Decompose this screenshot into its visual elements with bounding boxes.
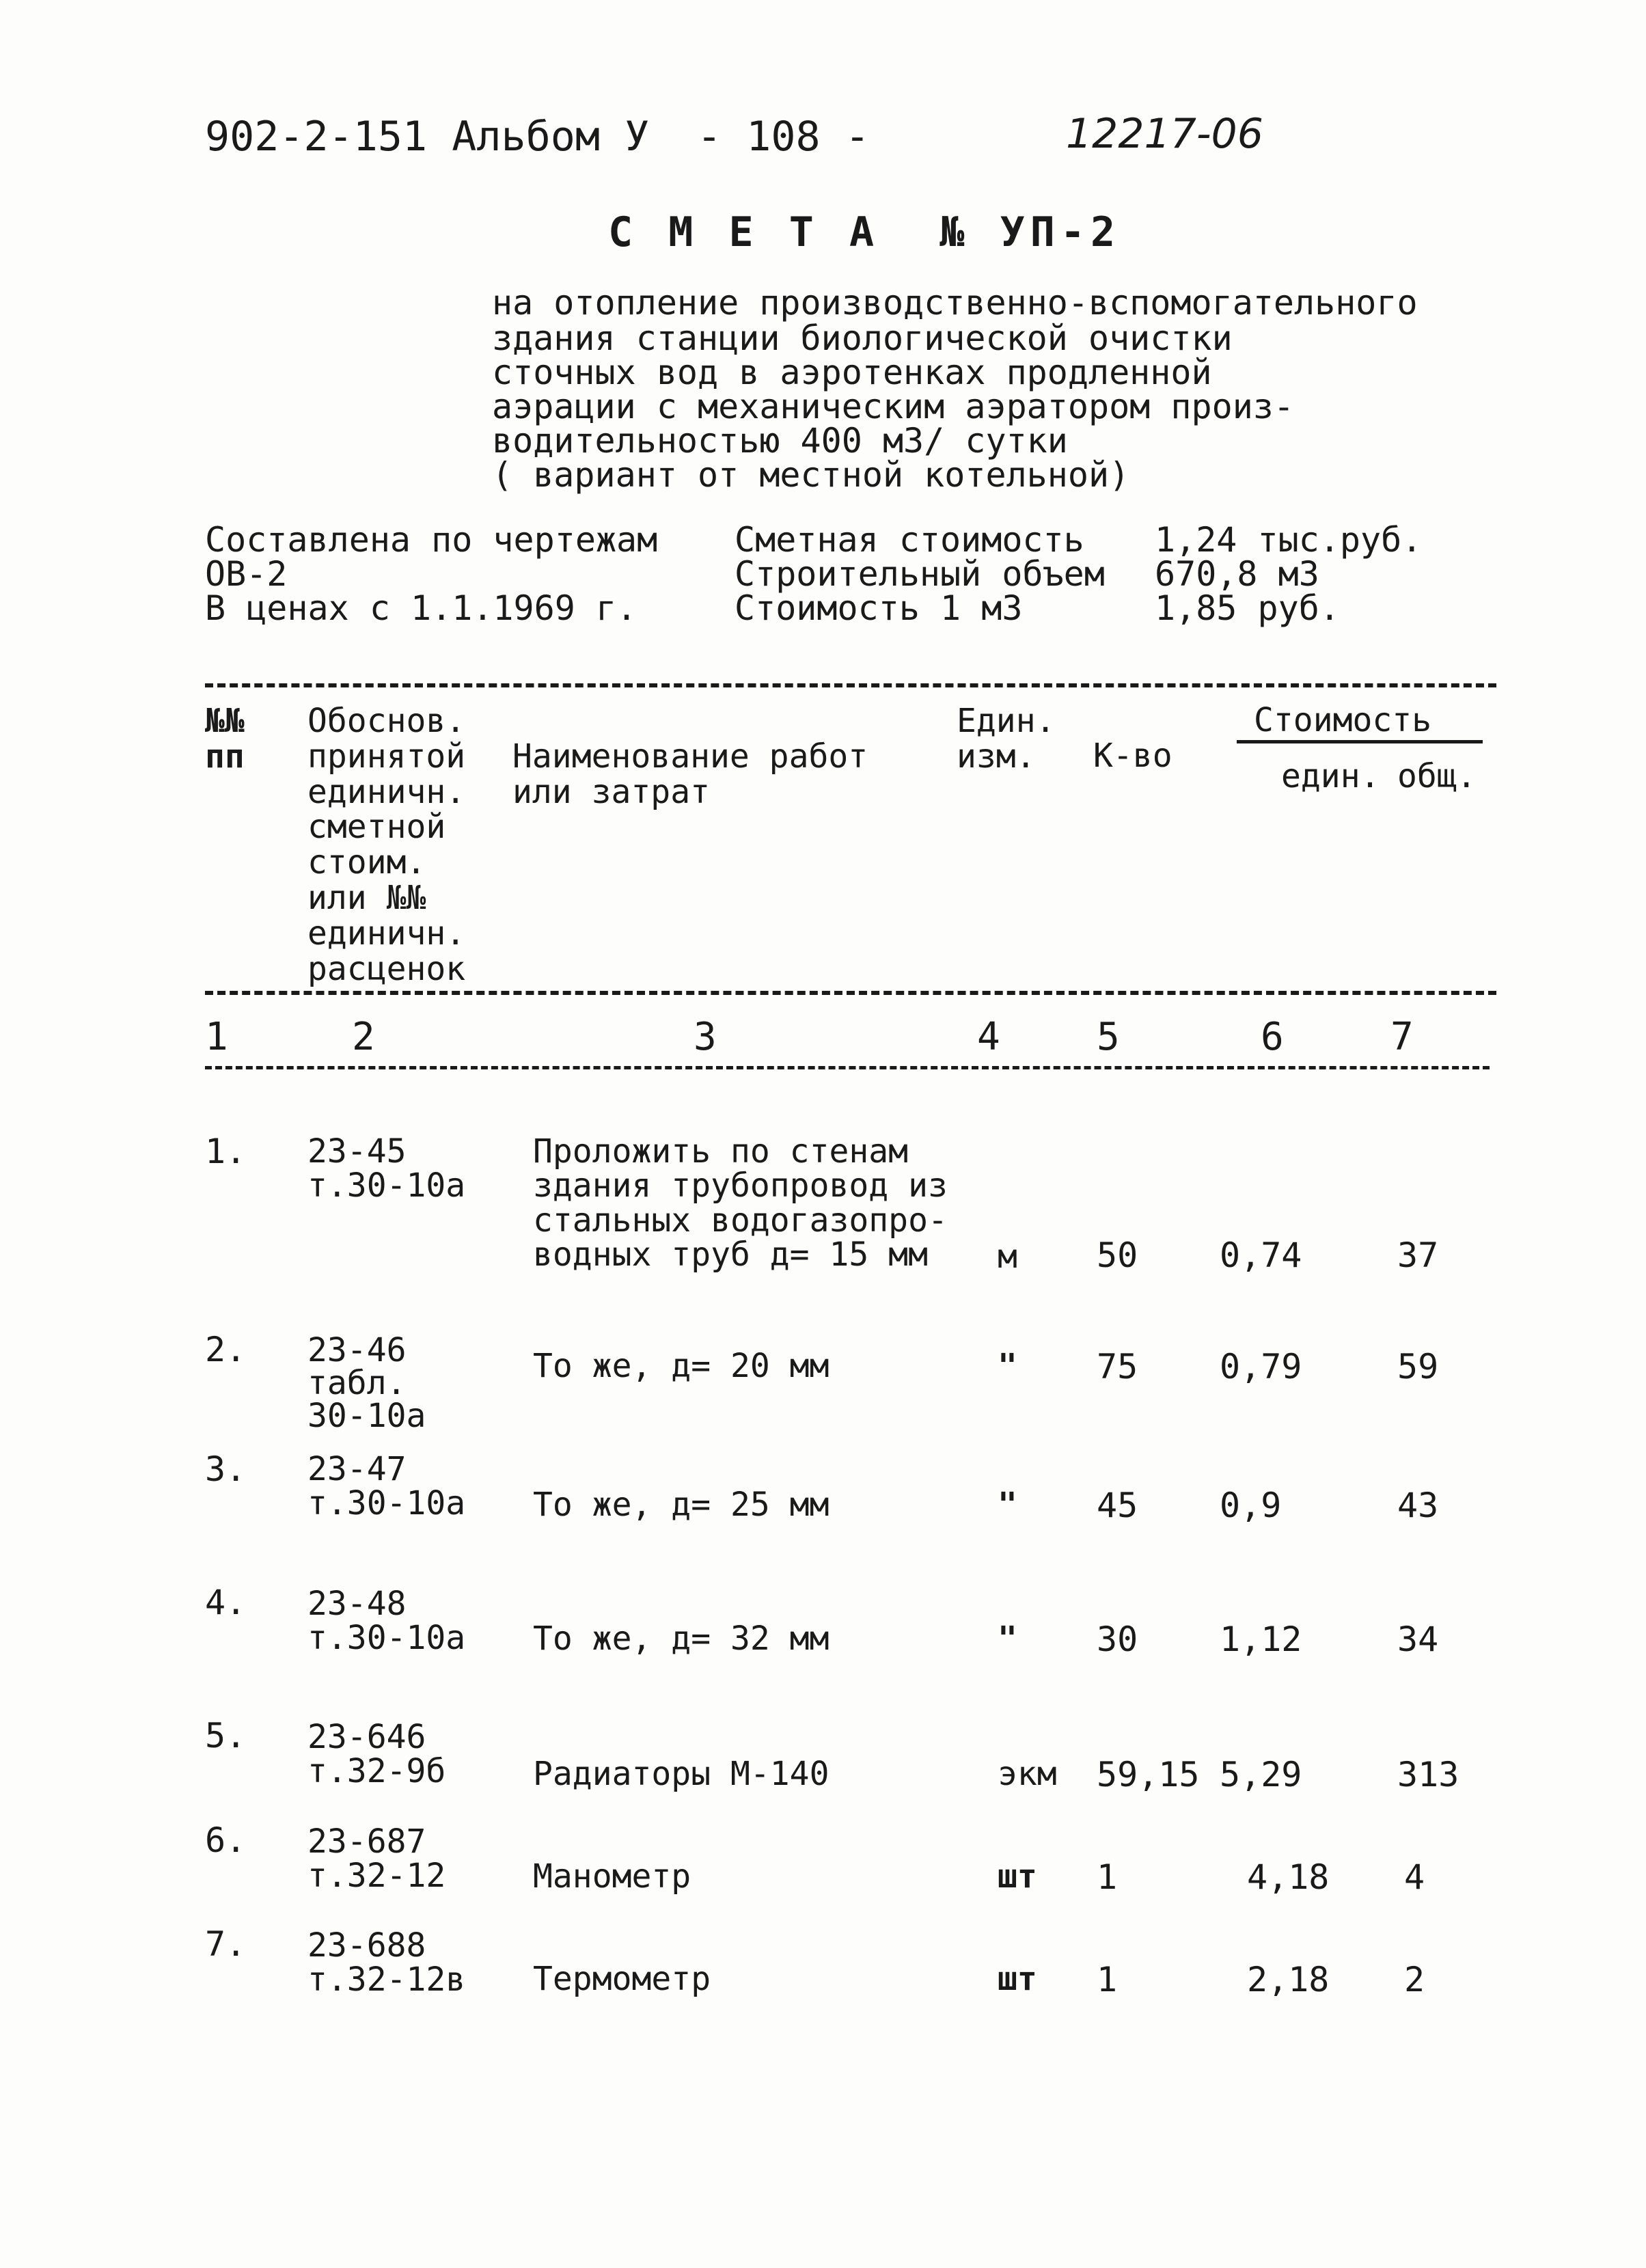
- row-work-name: Радиаторы М-140: [533, 1755, 829, 1793]
- row-total-cost: 2: [1404, 1960, 1425, 1999]
- row-unit: м: [998, 1238, 1017, 1276]
- row-basis: 23-45 т.30-10а: [307, 1132, 466, 1205]
- row-quantity: 45: [1097, 1486, 1138, 1525]
- row-unit-cost: 0,74: [1220, 1235, 1302, 1275]
- row-number: 7.: [205, 1924, 247, 1964]
- column-number: 4: [977, 1015, 1000, 1059]
- row-quantity: 1: [1097, 1857, 1118, 1897]
- row-unit-cost: 1,12: [1220, 1620, 1302, 1659]
- column-number: 1: [205, 1015, 228, 1059]
- subtitle-line: водительностью 400 м3/ сутки: [492, 421, 1068, 461]
- table-top-separator: [205, 683, 1496, 687]
- header-cost-total: общ.: [1397, 757, 1477, 795]
- row-quantity: 59,15: [1097, 1755, 1200, 1794]
- header-cost: Стоимость: [1254, 701, 1432, 739]
- row-basis: 23-646 т.32-9б: [307, 1718, 446, 1791]
- row-total-cost: 37: [1397, 1235, 1439, 1275]
- row-basis: 23-46 табл. 30-10а: [307, 1331, 426, 1435]
- column-number: 5: [1097, 1015, 1120, 1059]
- row-number: 6.: [205, 1820, 247, 1860]
- drawing-code: ОВ-2: [205, 554, 288, 594]
- column-number: 2: [352, 1015, 375, 1059]
- row-unit-cost: 5,29: [1220, 1755, 1302, 1794]
- handwritten-code: 12217-06: [1066, 110, 1263, 158]
- row-total-cost: 34: [1397, 1620, 1439, 1659]
- header-cost-underline: [1237, 740, 1483, 743]
- row-work-name: Проложить по стенам здания трубопровод из стальных водогазопро- водных труб д= 15 мм: [533, 1132, 948, 1274]
- row-number: 3.: [205, 1449, 247, 1489]
- row-basis: 23-48 т.30-10а: [307, 1585, 466, 1658]
- estimated-cost-value: 1,24 тыс.руб.: [1155, 520, 1423, 560]
- row-number: 1.: [205, 1132, 247, 1171]
- row-total-cost: 59: [1397, 1347, 1439, 1386]
- row-work-name: Термометр: [533, 1960, 711, 1998]
- row-quantity: 30: [1097, 1620, 1138, 1659]
- building-volume-value: 670,8 м3: [1155, 554, 1319, 594]
- column-number: 6: [1261, 1015, 1284, 1059]
- row-unit: ": [998, 1620, 1017, 1658]
- header-work-name: Наименование работ или затрат: [512, 737, 868, 811]
- building-volume-label: Строительный объем: [735, 554, 1105, 594]
- row-work-name: То же, д= 25 мм: [533, 1486, 829, 1524]
- row-basis: 23-688 т.32-12в: [307, 1926, 466, 1999]
- price-basis: В ценах с 1.1.1969 г.: [205, 588, 637, 628]
- column-number: 7: [1390, 1015, 1414, 1059]
- row-unit-cost: 4,18: [1247, 1857, 1330, 1897]
- estimated-cost-label: Сметная стоимость: [735, 520, 1084, 560]
- row-work-name: То же, д= 20 мм: [533, 1347, 829, 1385]
- row-work-name: Манометр: [533, 1857, 691, 1896]
- subtitle-line: аэрации с механическим аэратором произ-: [492, 387, 1294, 426]
- row-unit: экм: [998, 1755, 1057, 1793]
- row-quantity: 50: [1097, 1235, 1138, 1275]
- header-bottom-separator: [205, 991, 1496, 995]
- row-number: 5.: [205, 1716, 247, 1755]
- header-basis: Обоснов. принятой единичн. сметной стоим. или №№ единичн. расценок: [307, 702, 466, 988]
- row-unit-cost: 0,79: [1220, 1347, 1302, 1386]
- row-unit-cost: 0,9: [1220, 1486, 1282, 1525]
- estimate-title: С М Е Т А № УП-2: [608, 208, 1121, 256]
- row-number: 4.: [205, 1583, 247, 1622]
- composed-by-label: Составлена по чертежам: [205, 520, 658, 560]
- row-number: 2.: [205, 1330, 247, 1369]
- unit-cost-label: Стоимость 1 м3: [735, 588, 1023, 628]
- subtitle-line: ( вариант от местной котельной): [492, 455, 1130, 495]
- row-basis: 23-687 т.32-12: [307, 1822, 446, 1896]
- row-unit-cost: 2,18: [1247, 1960, 1330, 1999]
- row-total-cost: 43: [1397, 1486, 1439, 1525]
- header-row-number: №№ пп: [205, 702, 245, 776]
- row-unit: шт: [998, 1960, 1037, 1998]
- row-total-cost: 4: [1404, 1857, 1425, 1897]
- album-reference: 902-2-151 Альбом У: [205, 113, 650, 161]
- column-number-separator: [205, 1066, 1490, 1069]
- subtitle-line: на отопление производственно-вспомогательного: [492, 283, 1418, 323]
- header-unit: Един. изм.: [957, 702, 1056, 776]
- page-number: - 108 -: [697, 113, 870, 161]
- row-unit: ": [998, 1347, 1017, 1385]
- row-quantity: 75: [1097, 1347, 1138, 1386]
- row-unit: шт: [998, 1857, 1037, 1896]
- column-number: 3: [694, 1015, 717, 1059]
- row-quantity: 1: [1097, 1960, 1118, 1999]
- header-quantity: К-во: [1093, 737, 1172, 775]
- row-work-name: То же, д= 32 мм: [533, 1620, 829, 1658]
- unit-cost-value: 1,85 руб.: [1155, 588, 1340, 628]
- subtitle-line: сточных вод в аэротенках продленной: [492, 353, 1212, 392]
- row-total-cost: 313: [1397, 1755, 1459, 1794]
- row-basis: 23-47 т.30-10а: [307, 1450, 466, 1523]
- subtitle-line: здания станции биологической очистки: [492, 318, 1233, 358]
- header-cost-unit: един.: [1281, 757, 1380, 795]
- row-unit: ": [998, 1486, 1017, 1524]
